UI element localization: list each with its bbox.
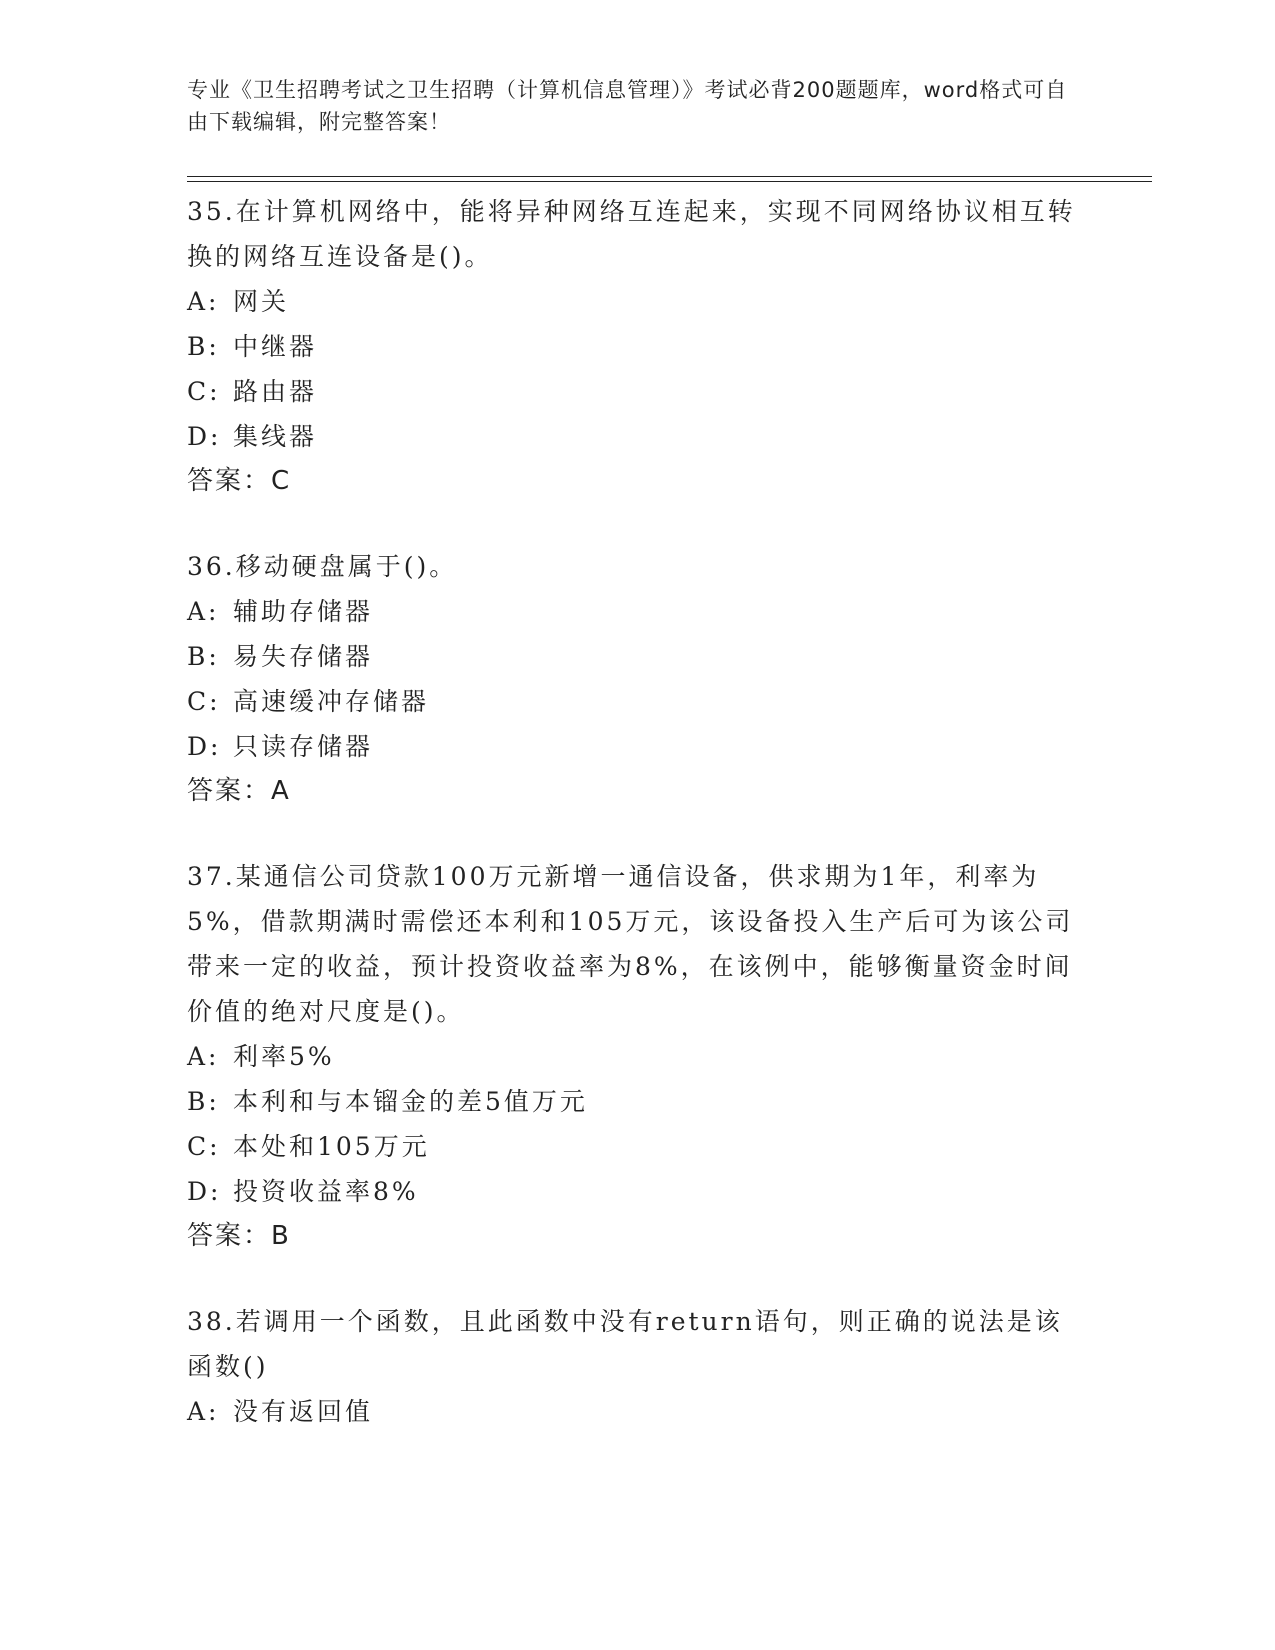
option-b bbox=[187, 324, 1087, 369]
option-letter: B: bbox=[187, 332, 220, 361]
option-letter: A: bbox=[187, 287, 220, 316]
option-text: 本处和105万元 bbox=[233, 1132, 430, 1161]
option-letter: D: bbox=[187, 732, 222, 761]
option-a bbox=[187, 279, 1087, 324]
question-38 bbox=[187, 1299, 1087, 1434]
header-divider-top bbox=[187, 176, 1152, 177]
option-text: 投资收益率8% bbox=[233, 1177, 419, 1206]
option-letter: A: bbox=[187, 597, 220, 626]
question-text: 37.某通信公司贷款100万元新增一通信设备，供求期为1年，利率为5%，借款期满时需偿还本利和105万元，该设备投入生产后可为该公司带来一定的收益，预计投资收益率为8%，在该例中，能够衡量资金时间价值的绝对尺度是()。 bbox=[187, 862, 1074, 1026]
option-letter: A: bbox=[187, 1042, 220, 1071]
option-c bbox=[187, 679, 1087, 724]
question-35 bbox=[187, 189, 1087, 504]
option-text: 没有返回值 bbox=[233, 1397, 374, 1426]
option-b bbox=[187, 634, 1087, 679]
option-letter: B: bbox=[187, 642, 220, 671]
option-d bbox=[187, 1169, 1087, 1214]
option-letter: C: bbox=[187, 687, 221, 716]
answer-label: 答案：C bbox=[187, 466, 292, 496]
option-a bbox=[187, 1034, 1087, 1079]
option-letter: A: bbox=[187, 1397, 220, 1426]
header-divider-bottom bbox=[187, 181, 1152, 182]
option-text: 路由器 bbox=[233, 377, 318, 406]
question-list bbox=[187, 189, 1087, 1474]
option-letter: C: bbox=[187, 377, 221, 406]
option-text: 高速缓冲存储器 bbox=[233, 687, 430, 716]
question-text: 36.移动硬盘属于()。 bbox=[187, 552, 458, 581]
option-d bbox=[187, 414, 1087, 459]
option-letter: D: bbox=[187, 1177, 222, 1206]
question-text: 38.若调用一个函数，且此函数中没有return语句，则正确的说法是该函数() bbox=[187, 1307, 1063, 1381]
option-text: 本利和与本镏金的差5值万元 bbox=[233, 1087, 588, 1116]
question-36 bbox=[187, 544, 1087, 814]
question-text: 35.在计算机网络中，能将异种网络互连起来，实现不同网络协议相互转换的网络互连设备是()。 bbox=[187, 197, 1076, 271]
option-letter: B: bbox=[187, 1087, 220, 1116]
option-text: 只读存储器 bbox=[233, 732, 374, 761]
answer-label: 答案：A bbox=[187, 776, 291, 806]
option-c bbox=[187, 369, 1087, 414]
option-c bbox=[187, 1124, 1087, 1169]
option-text: 易失存储器 bbox=[233, 642, 374, 671]
question-37 bbox=[187, 854, 1087, 1259]
option-text: 网关 bbox=[233, 287, 290, 316]
option-d bbox=[187, 724, 1087, 769]
option-text: 集线器 bbox=[233, 422, 318, 451]
option-text: 辅助存储器 bbox=[233, 597, 374, 626]
option-text: 利率5% bbox=[233, 1042, 335, 1071]
option-a bbox=[187, 589, 1087, 634]
option-letter: D: bbox=[187, 422, 222, 451]
option-text: 中继器 bbox=[233, 332, 318, 361]
option-letter: C: bbox=[187, 1132, 221, 1161]
option-a bbox=[187, 1389, 1087, 1434]
document-header: 专业《卫生招聘考试之卫生招聘（计算机信息管理）》考试必背200题题库，word格式可自由下载编辑，附完整答案！ bbox=[187, 78, 1068, 134]
answer-label: 答案：B bbox=[187, 1221, 291, 1251]
option-b bbox=[187, 1079, 1087, 1124]
